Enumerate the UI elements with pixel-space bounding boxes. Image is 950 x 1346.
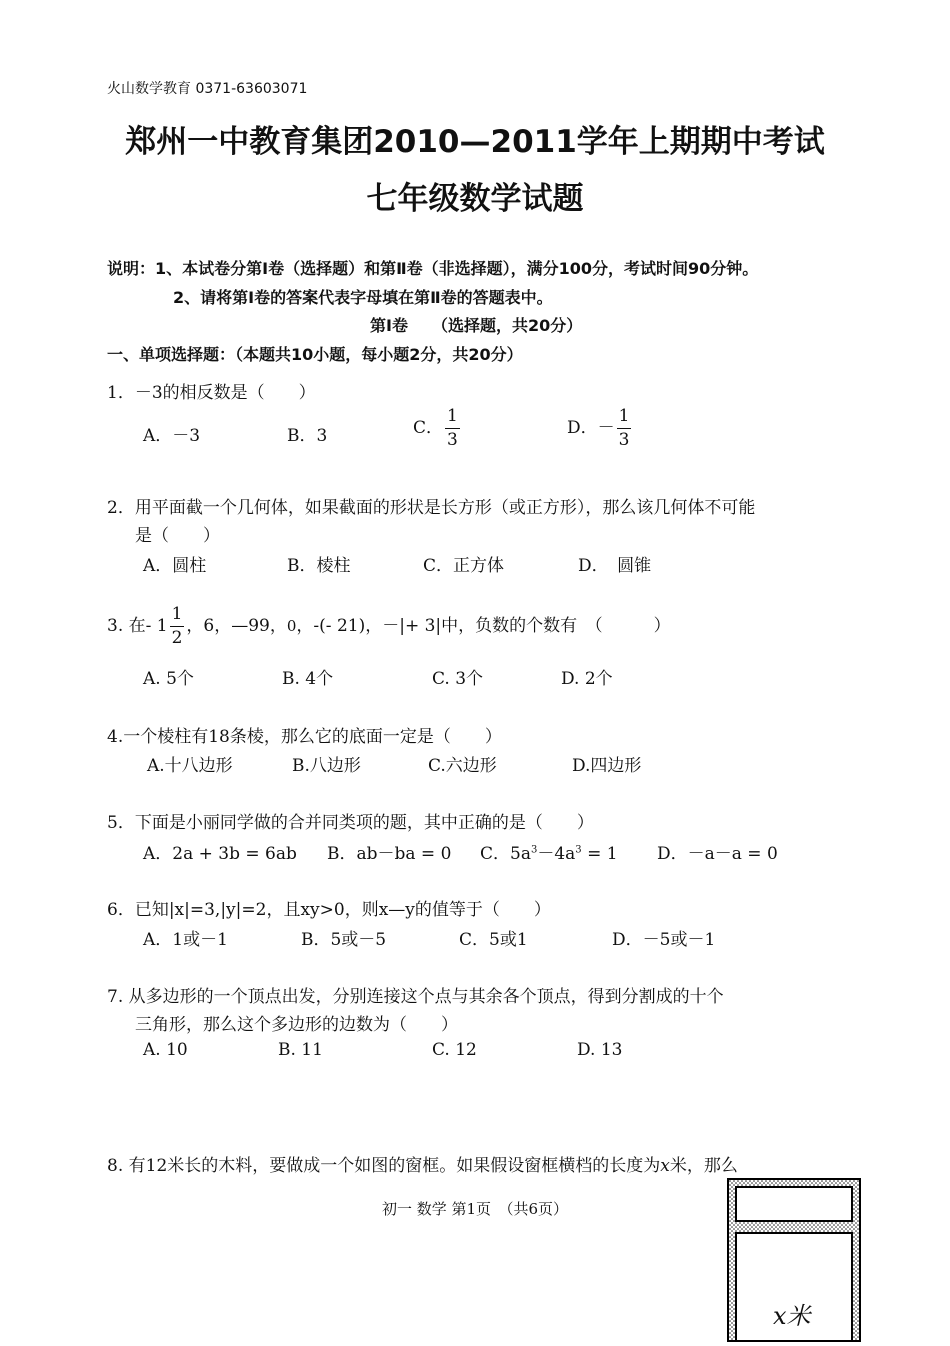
window-frame-figure [727,1178,861,1346]
fraction [170,606,185,647]
option-c-text: = 1 [581,844,618,864]
question-8-text: 8. 有12米长的木料，要做成一个如图的窗框。如果假设窗框横档的长度为 [107,1156,661,1176]
exam-title: 郑州一中教育集团2010—2011学年上期期中考试 [125,124,825,160]
question-2-option-b: B．棱柱 [287,556,351,576]
exponent: 3 [575,844,582,856]
question-3-text-b: ，- [296,616,320,636]
question-6-option-a: A．1或－1 [143,930,228,950]
question-7-stem-line-1: 7. 从多边形的一个顶点出发，分别连接这个点与其余各个顶点，得到分割成的十个 [107,987,724,1007]
option-c-text: －4a [537,844,576,864]
page-footer: 初一 数学 第1页 （共6页） [381,1200,569,1218]
numerator: 1 [170,606,185,627]
question-3-option-d: D. 2个 [561,669,613,689]
frame-top-pane [736,1187,852,1221]
mixed-number-whole: - 1 [145,616,168,636]
part-heading: 一、单项选择题：（本题共10小题，每小题2分，共20分） [107,345,523,364]
numerator: 1 [445,408,460,429]
section-heading: 第Ⅰ卷 （选择题，共20分） [370,316,583,335]
question-3-text-a: ，6，—99， [186,616,287,636]
option-d-prefix: D．－ [567,418,615,438]
negated-expression: (- 21) [319,616,366,636]
question-4-stem: 4.一个棱柱有18条棱，那么它的底面一定是（ ） [107,727,502,747]
question-7-option-b: B. 11 [278,1040,323,1060]
question-1-option-b: B．3 [287,426,328,446]
question-5-stem: 5．下面是小丽同学做的合并同类项的题，其中正确的是（ ） [107,813,594,833]
question-3-option-a: A. 5个 [143,669,194,689]
question-8-stem [107,1151,738,1176]
numerator: 1 [617,408,632,429]
question-4-option-a: A.十八边形 [147,756,233,776]
question-3-option-b: B. 4个 [282,669,334,689]
question-6-option-b: B．5或－5 [301,930,387,950]
fraction [445,408,460,449]
instructions-line-2: 2、请将第Ⅰ卷的答案代表字母填在第Ⅱ卷的答题表中。 [173,288,553,307]
denominator: 2 [171,628,183,648]
question-3-text-d: 中，负数的个数有 （ ） [441,616,671,636]
question-3-text-c: ，－ [365,616,400,636]
question-4-option-c: C.六边形 [428,756,497,776]
option-c-prefix: C． [413,418,444,438]
question-1-stem: 1．－3的相反数是（ ） [107,383,316,403]
question-2-option-a: A．圆柱 [143,556,207,576]
question-1-option-d [567,408,633,449]
question-5-option-a: A．2a + 3b = 6ab [143,844,297,864]
option-c-text: C．5a [480,844,531,864]
question-5-option-b: B．ab－ba = 0 [327,844,452,864]
instructions-line-1: 说明：1、本试卷分第Ⅰ卷（选择题）和第Ⅱ卷（非选择题），满分100分，考试时间90分钟。 [107,259,759,278]
question-1-option-a: A．－3 [143,426,201,446]
question-5-option-c [480,839,618,864]
question-6-option-d: D．－5或－1 [612,930,716,950]
question-8-text: 米，那么 [669,1156,738,1176]
variable-x: x [660,1156,670,1176]
question-5-option-d: D．－a－a = 0 [657,844,778,864]
question-2-stem-line-2: 是（ ） [135,526,220,546]
fraction [617,408,632,449]
question-6-stem: 6．已知|x|=3,|y|=2，且xy>0，则x—y的值等于（ ） [107,900,551,920]
question-1-option-c [413,408,462,449]
question-3-stem [107,606,671,647]
question-2-stem-line-1: 2．用平面截一个几何体，如果截面的形状是长方形（或正方形），那么该几何体不可能 [107,498,756,518]
figure-label: x米 [773,1302,811,1330]
question-3-option-c: C. 3个 [432,669,484,689]
exam-subtitle: 七年级数学试题 [366,181,584,217]
question-6-option-c: C．5或1 [459,930,528,950]
absolute-value: |+ 3| [399,616,442,636]
denominator: 3 [618,430,630,450]
question-4-option-b: B.八边形 [292,756,361,776]
question-2-option-d: D． 圆锥 [578,556,652,576]
question-7-option-c: C. 12 [432,1040,477,1060]
exponent: 3 [530,844,538,856]
denominator: 3 [447,430,458,450]
header-note: 火山数学教育 0371-63603071 [107,81,308,97]
question-4-option-d: D.四边形 [572,756,642,776]
question-3-prefix: 3. 在 [107,616,146,636]
question-7-stem-line-2: 三角形，那么这个多边形的边数为（ ） [135,1015,458,1035]
question-7-option-d: D. 13 [577,1040,623,1060]
zero-value: 0 [286,617,297,635]
question-7-option-a: A. 10 [143,1040,188,1060]
question-2-option-c: C．正方体 [423,556,505,576]
